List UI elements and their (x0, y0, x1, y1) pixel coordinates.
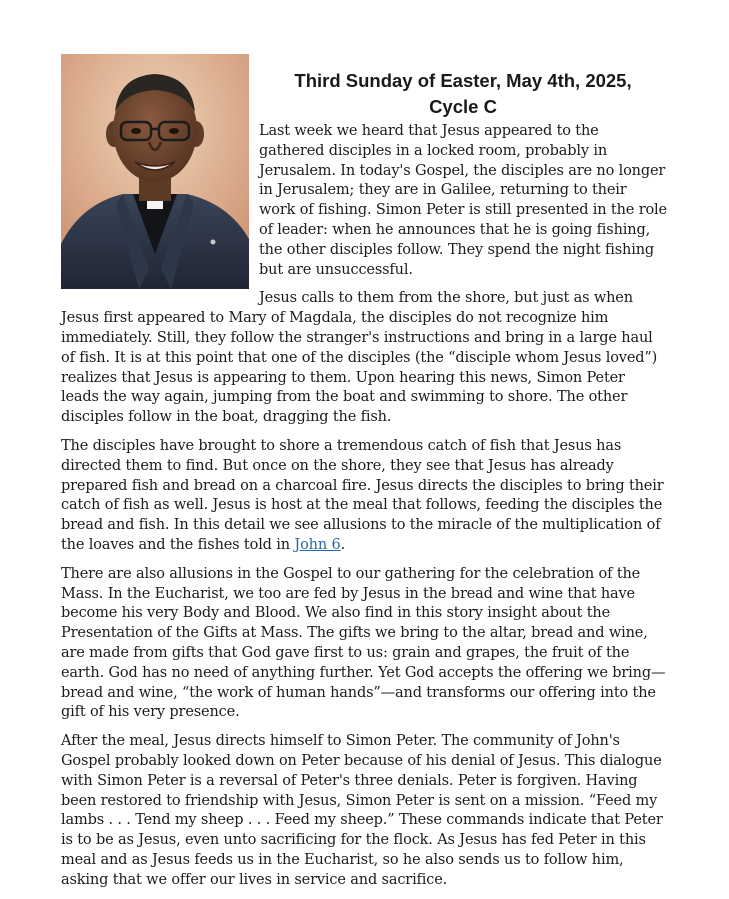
priest-portrait-photo (61, 54, 249, 289)
author-photo (61, 54, 249, 289)
paragraph-3-text: The disciples have brought to shore a tremendous catch of fish that Jesus has directed them to find. But once on the shore, they see that Jesus has already prepared fish and bread on a charcoal fire. Jesus directs the disciples to bring their catch of fish as well. Jesus is host at the meal that follows, feeding the disciples the bread and fish. In this detail we see allusions to the miracle of the multiplication of the loaves and the fishes told in (61, 437, 664, 553)
title-line-2: Cycle C (429, 96, 497, 117)
paragraph-3 (61, 437, 667, 556)
article (61, 54, 667, 899)
john-6-link[interactable]: John 6 (294, 536, 341, 553)
paragraph-1: Last week we heard that Jesus appeared to the gathered disciples in a locked room, probably in Jerusalem. In today's Gospel, the disciples are no longer in Jerusalem; they are in Galilee, returning to their work of fishing. Simon Peter is still presented in the role of leader: when he announces that he is going fishing, the other disciples follow. They spend the night fishing but are unsuccessful. (259, 123, 667, 278)
paragraph-4: There are also allusions in the Gospel to our gathering for the celebration of the Mass. In the Eucharist, we too are fed by Jesus in the bread and wine that have become his very Body and Blood. We also find in this story insight about the Presentation of the Gifts at Mass. The gifts we bring to the altar, bread and wine, are made from gifts that God gave first to us: grain and grapes, the fruit of the earth. God has no need of anything further. Yet God accepts the offering we bring—bread and wine, “the work of human hands”—and transforms our offering into the gift of his very presence. (61, 565, 666, 721)
title-line-1: Third Sunday of Easter, May 4th, 2025, (294, 70, 632, 91)
paragraph-3-suffix: . (340, 536, 346, 553)
paragraph-5: After the meal, Jesus directs himself to Simon Peter. The community of John's Gospel probably looked down on Peter because of his denial of Jesus. This dialogue with Simon Peter is a reversal of Peter's three denials. Peter is forgiven. Having been restored to friendship with Jesus, Simon Peter is sent on a mission. “Feed my lambs . . . Tend my sheep . . . Feed my sheep.” These commands indicate that Peter is to be as Jesus, even unto sacrificing for the flock. As Jesus has fed Peter in this meal and as Jesus feeds us in the Eucharist, so he also sends us to follow him, asking that we offer our lives in service and sacrifice. (61, 733, 663, 888)
paragraph-2: Jesus calls to them from the shore, but just as when Jesus first appeared to Mary of Magdala, the disciples do not recognize him immediately. Still, they follow the stranger's instructions and bring in a large haul of fish. It is at this point that one of the disciples (the “disciple whom Jesus loved”) realizes that Jesus is appearing to them. Upon hearing this news, Simon Peter leads the way again, jumping from the boat and swimming to shore. The other disciples follow in the boat, dragging the fish. (61, 290, 658, 426)
